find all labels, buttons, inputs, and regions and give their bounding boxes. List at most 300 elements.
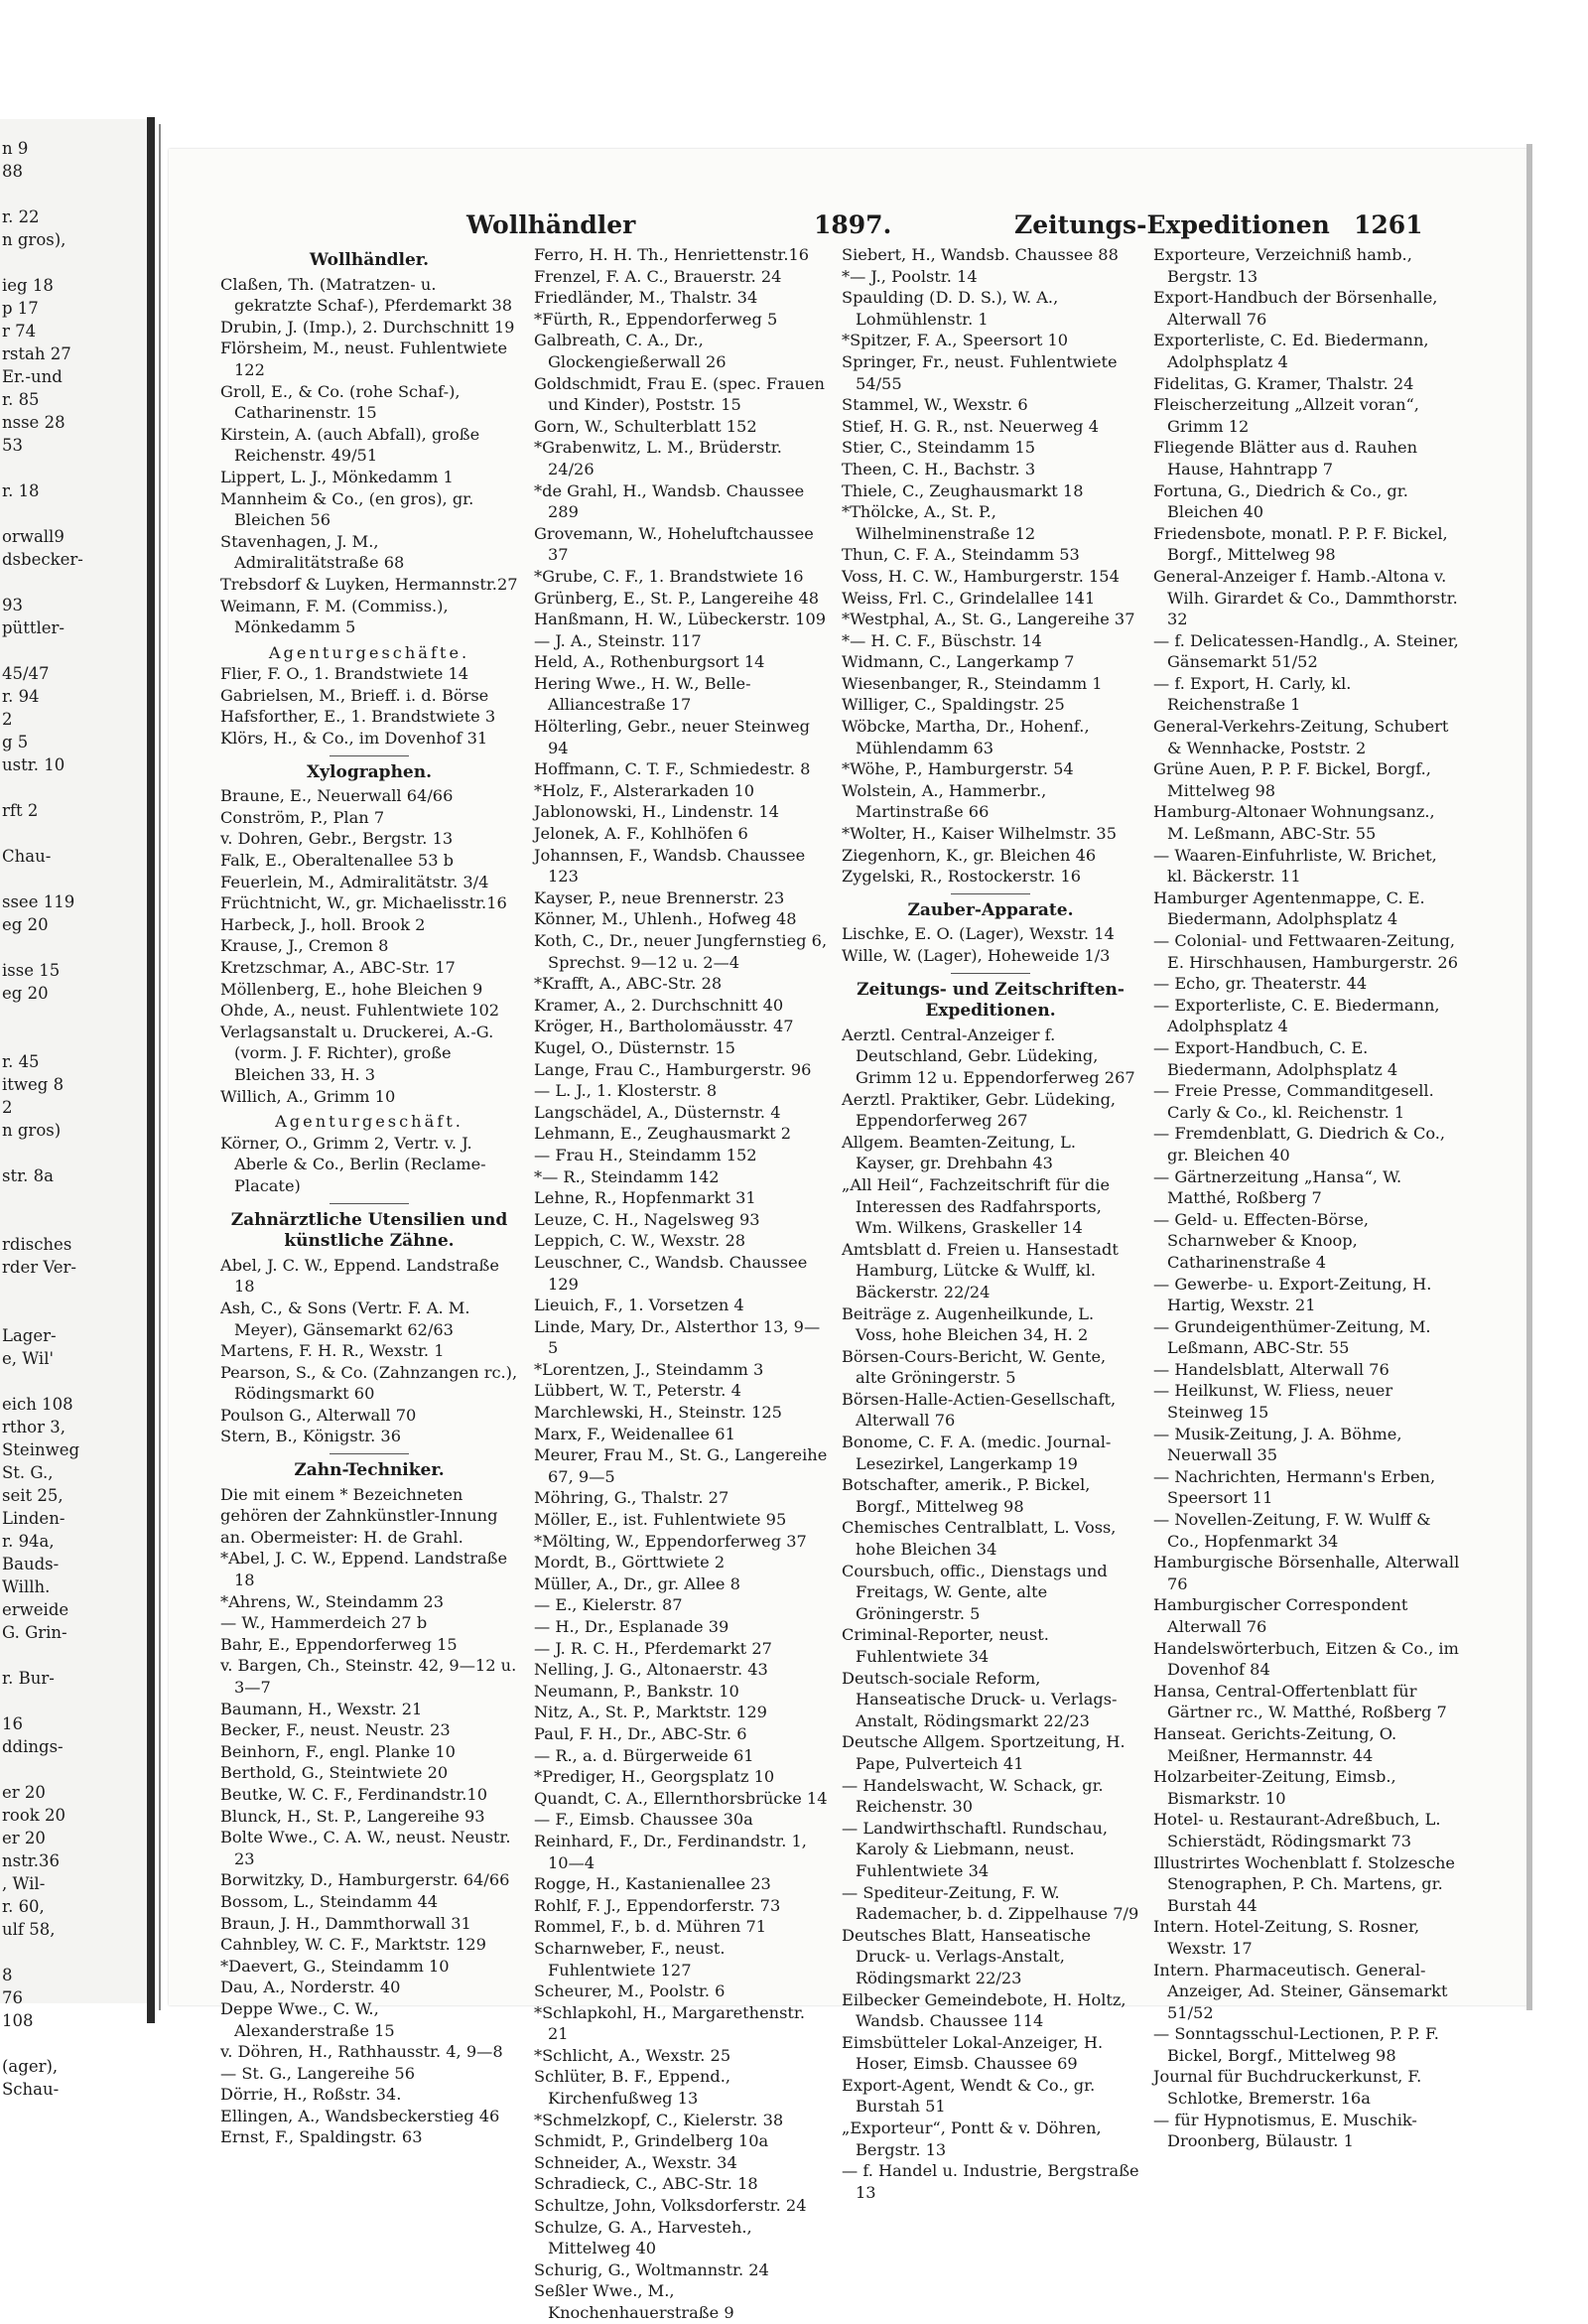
directory-entry: General-Verkehrs-Zeitung, Schubert & Wennhacke, Poststr. 2 bbox=[1153, 717, 1449, 757]
directory-entry: Hanseat. Gerichts-Zeitung, O. Meißner, Hermannstr. 44 bbox=[1153, 1723, 1397, 1765]
prev-page-fragment: seit 25, bbox=[2, 1486, 64, 1505]
directory-entry: Stavenhagen, J. M., Admiralitätstraße 68 bbox=[220, 531, 405, 573]
directory-entry: Aerztl. Praktiker, Gebr. Lüdeking, Eppendorferweg 267 bbox=[842, 1089, 1117, 1131]
prev-page-fragment bbox=[0, 639, 149, 662]
directory-entry: Hotel- u. Restaurant-Adreßbuch, L. Schierstädt, Rödingsmarkt 73 bbox=[1153, 1810, 1441, 1850]
directory-entry: Export-Handbuch der Börsenhalle, Alterwall 76 bbox=[1153, 288, 1438, 329]
directory-entry: *Wolter, H., Kaiser Wilhelmstr. 35 bbox=[842, 824, 1118, 844]
prev-page-fragment bbox=[0, 822, 149, 845]
directory-entry: Frenzel, F. A. C., Brauerstr. 24 bbox=[534, 266, 782, 286]
previous-page-edge bbox=[0, 119, 149, 2099]
directory-entry: Falk, E., Oberaltenallee 53 b bbox=[220, 851, 455, 871]
prev-page-fragment: rstah 27 bbox=[2, 344, 71, 363]
directory-entry: Bonome, C. F. A. (medic. Journal-Lesezirkel, Langerkamp 19 bbox=[842, 1433, 1112, 1473]
directory-entry: — Musik-Zeitung, J. A. Böhme, Neuerwall 35 bbox=[1153, 1424, 1402, 1465]
directory-entry: *Holz, F., Alsterarkaden 10 bbox=[534, 780, 755, 800]
directory-entry: Siebert, H., Wandsb. Chaussee 88 bbox=[842, 245, 1119, 264]
directory-entry: *Ahrens, W., Steindamm 23 bbox=[220, 1591, 445, 1611]
prev-page-fragment: nsse 28 bbox=[2, 413, 66, 432]
directory-entry: — Heilkunst, W. Fliess, neuer Steinweg 15 bbox=[1153, 1381, 1393, 1423]
running-header bbox=[218, 210, 1528, 248]
directory-entry: Dau, A., Norderstr. 40 bbox=[220, 1978, 401, 1997]
prev-page-fragment: n 9 bbox=[2, 139, 29, 158]
directory-entry: Langschädel, A., Düsternstr. 4 bbox=[534, 1102, 781, 1122]
prev-page-fragment bbox=[0, 1005, 149, 1027]
section-heading: Zauber-Apparate. bbox=[907, 899, 1074, 920]
directory-entry: Deutsche Allgem. Sportzeitung, H. Pape, Pulverteich 41 bbox=[842, 1732, 1125, 1773]
directory-entry: *Daevert, G., Steindamm 10 bbox=[220, 1956, 450, 1976]
directory-entry: — Frau H., Steindamm 152 bbox=[534, 1145, 757, 1164]
directory-entry: Chemisches Centralblatt, L. Voss, hohe Bleichen 34 bbox=[842, 1518, 1117, 1560]
directory-entry: Becker, F., neust. Neustr. 23 bbox=[220, 1720, 451, 1740]
prev-page-fragment: p 17 bbox=[2, 299, 39, 318]
subsection-heading: Agenturgeschäfte. bbox=[268, 642, 470, 662]
directory-entry: Journal für Buchdruckerkunst, F. Schlotke, Bremerstr. 16a bbox=[1153, 2067, 1422, 2109]
directory-entry: Schlüter, B. F., Eppend., Kirchenfußweg 13 bbox=[534, 2067, 731, 2109]
prev-page-fragment: ddings- bbox=[2, 1737, 64, 1756]
directory-entry: Grüne Auen, P. P. F. Bickel, Borgf., Mittelweg 98 bbox=[1153, 759, 1431, 800]
directory-entry: Krause, J., Cremon 8 bbox=[220, 936, 389, 956]
directory-entry: Deppe Wwe., C. W., Alexanderstraße 15 bbox=[220, 1998, 395, 2040]
directory-entry: Goldschmidt, Frau E. (spec. Frauen und Kinder), Poststr. 15 bbox=[534, 373, 825, 415]
prev-page-fragment: rthor 3, bbox=[2, 1418, 66, 1436]
directory-entry: Trebsdorf & Luyken, Hermannstr.27 bbox=[220, 574, 518, 594]
directory-entry: Hamburgische Börsenhalle, Alterwall 76 bbox=[1153, 1553, 1460, 1593]
directory-entry: Weimann, F. M. (Commiss.), Mönkedamm 5 bbox=[220, 596, 449, 637]
prev-page-fragment bbox=[0, 251, 149, 274]
directory-entry: — Freie Presse, Commanditgesell. Carly & Co., kl. Reichenstr. 1 bbox=[1153, 1081, 1434, 1122]
prev-page-fragment: g 5 bbox=[2, 733, 29, 752]
directory-entry: — Export-Handbuch, C. E. Biedermann, Adolphsplatz 4 bbox=[1153, 1037, 1398, 1079]
directory-entry: Lübbert, W. T., Peterstr. 4 bbox=[534, 1381, 741, 1401]
directory-entry: Claßen, Th. (Matratzen- u. gekratzte Schaf-), Pferdemarkt 38 bbox=[220, 274, 513, 316]
prev-page-fragment bbox=[0, 571, 149, 594]
prev-page-fragment: erweide bbox=[2, 1600, 69, 1619]
directory-entry: Schneider, A., Wexstr. 34 bbox=[534, 2152, 737, 2172]
header-left-title: Wollhändler bbox=[466, 210, 636, 239]
directory-entry: Müller, A., Dr., gr. Allee 8 bbox=[534, 1573, 740, 1593]
prev-page-fragment: r. 18 bbox=[2, 481, 40, 500]
prev-page-fragment: Linden- bbox=[2, 1509, 66, 1528]
section-heading: Zeitungs- und Zeitschriften-Expeditionen. bbox=[857, 979, 1125, 1022]
prev-page-fragment: str. 8a bbox=[2, 1166, 54, 1185]
directory-entry: Amtsblatt d. Freien u. Hansestadt Hamburg, Lütcke & Wulff, kl. Bäckerstr. 22/24 bbox=[842, 1239, 1119, 1301]
page-number: 1261 bbox=[1354, 210, 1423, 239]
prev-page-fragment: eich 108 bbox=[2, 1395, 73, 1414]
directory-entry: — Fremdenblatt, G. Diedrich & Co., gr. Bleichen 40 bbox=[1153, 1124, 1446, 1164]
directory-entry: Criminal-Reporter, neust. Fuhlentwiete 34 bbox=[842, 1625, 1049, 1666]
directory-entry: Stief, H. G. R., nst. Neuerweg 4 bbox=[842, 416, 1099, 436]
directory-entry: — J. A., Steinstr. 117 bbox=[534, 630, 702, 650]
directory-entry: Leppich, C. W., Wexstr. 28 bbox=[534, 1231, 746, 1251]
prev-page-fragment: e, Wil' bbox=[2, 1349, 55, 1368]
directory-entry: Jablonowski, H., Lindenstr. 14 bbox=[534, 802, 779, 822]
directory-entry: Johannsen, F., Wandsb. Chaussee 123 bbox=[534, 845, 806, 887]
directory-entry: Könner, M., Uhlenh., Hofweg 48 bbox=[534, 909, 797, 929]
directory-entry: *Spitzer, F. A., Speersort 10 bbox=[842, 331, 1069, 350]
directory-entry: Deutsch-sociale Reform, Hanseatische Druck- u. Verlags-Anstalt, Rödingsmarkt 22/23 bbox=[842, 1668, 1118, 1730]
directory-entry: Drubin, J. (Imp.), 2. Durchschnitt 19 bbox=[220, 317, 515, 337]
prev-page-fragment: r. 94a, bbox=[2, 1532, 55, 1551]
directory-entry: Intern. Hotel-Zeitung, S. Rosner, Wexstr. 17 bbox=[1153, 1917, 1420, 1958]
directory-entry: Weiss, Frl. C., Grindelallee 141 bbox=[842, 588, 1096, 608]
section-divider bbox=[951, 973, 1030, 974]
directory-entry: — f. Handel u. Industrie, Bergstraße 13 bbox=[842, 2161, 1139, 2202]
prev-page-fragment: eg 20 bbox=[2, 984, 49, 1003]
prev-page-fragment: n gros) bbox=[2, 1121, 62, 1140]
directory-entry: Exporterliste, C. Ed. Biedermann, Adolphsplatz 4 bbox=[1153, 331, 1429, 371]
prev-page-fragment: püttler- bbox=[2, 618, 65, 637]
directory-entry: — St. G., Langereihe 56 bbox=[220, 2063, 416, 2083]
directory-entry: — Gärtnerzeitung „Hansa“, W. Matthé, Roßberg 7 bbox=[1153, 1166, 1402, 1208]
directory-entry: Hamburgischer Correspondent Alterwall 76 bbox=[1153, 1595, 1408, 1636]
directory-entry: — Novellen-Zeitung, F. W. Wulff & Co., Hopfenmarkt 34 bbox=[1153, 1510, 1431, 1551]
prev-page-fragment bbox=[0, 868, 149, 890]
directory-entry: Eilbecker Gemeindebote, H. Holtz, Wandsb. Chaussee 114 bbox=[842, 1989, 1126, 2031]
directory-entry: Holzarbeiter-Zeitung, Eimsb., Bismarkstr. 10 bbox=[1153, 1767, 1396, 1808]
directory-entry: Kirstein, A. (auch Abfall), große Reichenstr. 49/51 bbox=[220, 424, 480, 466]
directory-entry: Allgem. Beamten-Zeitung, L. Kayser, gr. Drehbahn 43 bbox=[842, 1132, 1076, 1173]
directory-entry: Bahr, E., Eppendorferweg 15 bbox=[220, 1634, 458, 1654]
prev-page-fragment: 16 bbox=[2, 1714, 23, 1733]
directory-entry: — E., Kielerstr. 87 bbox=[534, 1595, 683, 1615]
prev-page-fragment: r. 45 bbox=[2, 1052, 40, 1071]
directory-entry: Grovemann, W., Hoheluftchaussee 37 bbox=[534, 523, 814, 565]
directory-entry: Ellingen, A., Wandsbeckerstieg 46 bbox=[220, 2106, 500, 2125]
directory-entry: Cahnbley, W. C. F., Marktstr. 129 bbox=[220, 1935, 486, 1955]
directory-entry: *Lorentzen, J., Steindamm 3 bbox=[534, 1359, 764, 1379]
directory-entry: Feuerlein, M., Admiralitätstr. 3/4 bbox=[220, 872, 489, 891]
directory-entry: Hölterling, Gebr., neuer Steinweg 94 bbox=[534, 717, 811, 757]
directory-entry: Börsen-Halle-Actien-Gesellschaft, Alterwall 76 bbox=[842, 1389, 1117, 1431]
directory-entry: *Grabenwitz, L. M., Brüderstr. 24/26 bbox=[534, 438, 782, 478]
prev-page-fragment bbox=[0, 776, 149, 799]
prev-page-fragment: 45/47 bbox=[2, 664, 50, 683]
prev-page-fragment: r. 85 bbox=[2, 390, 40, 409]
directory-entry: Leuschner, C., Wandsb. Chaussee 129 bbox=[534, 1252, 808, 1294]
directory-entry: Hafsforther, E., 1. Brandstwiete 3 bbox=[220, 707, 496, 727]
prev-page-fragment bbox=[0, 1690, 149, 1712]
prev-page-fragment bbox=[0, 1027, 149, 1050]
directory-entry: „Exporteur“, Pontt & v. Döhren, Bergstr. 13 bbox=[842, 2119, 1102, 2159]
directory-entry: Nitz, A., St. P., Marktstr. 129 bbox=[534, 1703, 767, 1722]
prev-page-fragment: er 20 bbox=[2, 1783, 46, 1802]
directory-entry: Seßler Wwe., M., Knochenhauerstraße 9 bbox=[534, 2281, 734, 2322]
directory-entry: — Sonntagsschul-Lectionen, P. P. F. Bickel, Borgf., Mittelweg 98 bbox=[1153, 2024, 1439, 2065]
prev-page-fragment bbox=[0, 1187, 149, 1210]
directory-entry: Thiele, C., Zeughausmarkt 18 bbox=[842, 480, 1084, 500]
directory-entry: Mordt, B., Görttwiete 2 bbox=[534, 1553, 726, 1572]
directory-entry: Jelonek, A. F., Kohlhöfen 6 bbox=[534, 824, 748, 844]
directory-entry: Friedländer, M., Thalstr. 34 bbox=[534, 288, 758, 308]
directory-entry: — Gewerbe- u. Export-Zeitung, H. Hartig, Wexstr. 21 bbox=[1153, 1274, 1432, 1315]
prev-page-fragment: 108 bbox=[2, 2011, 34, 2030]
directory-entry: Hansa, Central-Offertenblatt für Gärtner rc., W. Matthé, Roßberg 7 bbox=[1153, 1681, 1447, 1722]
directory-entry: — J. R. C. H., Pferdemarkt 27 bbox=[534, 1638, 772, 1658]
prev-page-fragment: 53 bbox=[2, 436, 23, 455]
subsection-heading: Agenturgeschäft. bbox=[275, 1112, 463, 1132]
prev-page-fragment bbox=[0, 1301, 149, 1324]
directory-entry: *Grube, C. F., 1. Brandstwiete 16 bbox=[534, 566, 804, 586]
section-heading: Xylographen. bbox=[306, 761, 433, 782]
prev-page-fragment: (ager), bbox=[2, 2057, 59, 2076]
prev-page-fragment bbox=[0, 1279, 149, 1301]
directory-entry: Schmidt, P., Grindelberg 10a bbox=[534, 2131, 769, 2151]
directory-entry: v. Bargen, Ch., Steinstr. 42, 9—12 u. 3—7 bbox=[220, 1656, 517, 1697]
prev-page-fragment: itweg 8 bbox=[2, 1075, 65, 1094]
directory-entry: *Schlapkohl, H., Margarethenstr. 21 bbox=[534, 2002, 806, 2044]
page-edge bbox=[1526, 144, 1532, 2010]
prev-page-fragment: 88 bbox=[2, 162, 23, 181]
prev-page-fragment: r 74 bbox=[2, 322, 37, 341]
directory-entry: Fliegende Blätter aus d. Rauhen Hause, Hahntrapp 7 bbox=[1153, 438, 1418, 478]
column-4 bbox=[1153, 244, 1461, 2152]
directory-entry: Borwitzky, D., Hamburgerstr. 64/66 bbox=[220, 1870, 510, 1890]
directory-entry: Nelling, J. G., Altonaerstr. 43 bbox=[534, 1660, 768, 1680]
prev-page-fragment bbox=[0, 936, 149, 959]
directory-entry: Mannheim & Co., (en gros), gr. Bleichen 56 bbox=[220, 488, 474, 530]
section-divider bbox=[330, 755, 409, 756]
directory-entry: General-Anzeiger f. Hamb.-Altona v. Wilh. Girardet & Co., Dammthorstr. 32 bbox=[1153, 566, 1458, 629]
directory-entry: Kugel, O., Düsternstr. 15 bbox=[534, 1037, 735, 1057]
directory-entry: Hoffmann, C. T. F., Schmiedestr. 8 bbox=[534, 759, 811, 779]
directory-entry: Wille, W. (Lager), Hoheweide 1/3 bbox=[842, 946, 1111, 965]
prev-page-fragment: r. 94 bbox=[2, 687, 40, 706]
prev-page-fragment: Willh. bbox=[2, 1577, 51, 1596]
directory-entry: — Geld- u. Effecten-Börse, Scharnweber & Knoop, Catharinenstraße 4 bbox=[1153, 1209, 1370, 1272]
directory-entry: Conström, P., Plan 7 bbox=[220, 807, 385, 827]
directory-entry: — Spediteur-Zeitung, F. W. Rademacher, b. d. Zippelhause 7/9 bbox=[842, 1882, 1139, 1924]
directory-entry: Möhring, G., Thalstr. 27 bbox=[534, 1488, 729, 1508]
directory-entry: Ferro, H. H. Th., Henriettenstr.16 bbox=[534, 245, 810, 264]
prev-page-fragment: Bauds- bbox=[2, 1555, 60, 1573]
directory-entry: Rogge, H., Kastanienallee 23 bbox=[534, 1874, 771, 1894]
directory-entry: Export-Agent, Wendt & Co., gr. Burstah 51 bbox=[842, 2075, 1096, 2117]
directory-entry: Exporteure, Verzeichniß hamb., Bergstr. 13 bbox=[1153, 245, 1412, 286]
directory-entry: Fleischerzeitung „Allzeit voran“, Grimm 12 bbox=[1153, 395, 1419, 436]
prev-page-fragment: Steinweg bbox=[2, 1440, 80, 1459]
directory-entry: Börsen-Cours-Bericht, W. Gente, alte Gröningerstr. 5 bbox=[842, 1346, 1107, 1388]
prev-page-fragment bbox=[0, 1210, 149, 1233]
prev-page-fragment: ieg 18 bbox=[2, 276, 54, 295]
directory-entry: Gabrielsen, M., Brieff. i. d. Börse bbox=[220, 685, 489, 705]
directory-entry: Scharnweber, F., neust. Fuhlentwiete 127 bbox=[534, 1938, 726, 1980]
prev-page-fragment: 93 bbox=[2, 596, 23, 615]
directory-entry: Lehmann, E., Zeughausmarkt 2 bbox=[534, 1124, 792, 1144]
directory-entry: *Schlicht, A., Wexstr. 25 bbox=[534, 2045, 731, 2065]
directory-entry: Möllenberg, E., hohe Bleichen 9 bbox=[220, 979, 483, 999]
directory-entry: *Westphal, A., St. G., Langereihe 37 bbox=[842, 610, 1135, 629]
prev-page-fragment: r. Bur- bbox=[2, 1669, 55, 1688]
directory-entry: Springer, Fr., neust. Fuhlentwiete 54/55 bbox=[842, 351, 1118, 393]
directory-entry: Möller, E., ist. Fuhlentwiete 95 bbox=[534, 1510, 787, 1530]
section-heading: Wollhändler. bbox=[309, 250, 430, 270]
directory-entry: Hanßmann, H. W., Lübeckerstr. 109 bbox=[534, 610, 827, 629]
directory-entry: v. Döhren, H., Rathhausstr. 4, 9—8 bbox=[220, 2042, 503, 2062]
directory-entry: — W., Hammerdeich 27 b bbox=[220, 1613, 428, 1633]
directory-entry: Thun, C. F. A., Steindamm 53 bbox=[842, 545, 1080, 565]
prev-page-fragment: Chau- bbox=[2, 847, 52, 866]
prev-page-fragment: Schau- bbox=[2, 2080, 60, 2099]
directory-entry: Lippert, L. J., Mönkedamm 1 bbox=[220, 467, 454, 486]
directory-entry: — Nachrichten, Hermann's Erben, Speersort 11 bbox=[1153, 1466, 1436, 1508]
directory-entry: Bolte Wwe., C. A. W., neust. Neustr. 23 bbox=[220, 1828, 511, 1868]
directory-entry: *Prediger, H., Georgsplatz 10 bbox=[534, 1767, 775, 1787]
directory-entry: Lehne, R., Hopfenmarkt 31 bbox=[534, 1188, 756, 1208]
header-year: 1897. bbox=[814, 210, 892, 239]
directory-entry: — R., a. d. Bürgerweide 61 bbox=[534, 1745, 754, 1765]
directory-entry: Fortuna, G., Diedrich & Co., gr. Bleichen 40 bbox=[1153, 480, 1408, 522]
prev-page-fragment: rook 20 bbox=[2, 1806, 66, 1825]
directory-entry: Lischke, E. O. (Lager), Wexstr. 14 bbox=[842, 924, 1115, 944]
directory-entry: — Handelswacht, W. Schack, gr. Reichenstr. 30 bbox=[842, 1775, 1104, 1817]
directory-entry: Beiträge z. Augenheilkunde, L. Voss, hohe Bleichen 34, H. 2 bbox=[842, 1303, 1095, 1345]
prev-page-fragment: isse 15 bbox=[2, 961, 61, 980]
directory-entry: Ohde, A., neust. Fuhlentwiete 102 bbox=[220, 1001, 500, 1021]
directory-entry: Neumann, P., Bankstr. 10 bbox=[534, 1681, 739, 1701]
column-2 bbox=[534, 244, 830, 2324]
directory-entry: *Schmelzkopf, C., Kielerstr. 38 bbox=[534, 2110, 784, 2129]
prev-page-fragment bbox=[0, 1758, 149, 1781]
directory-entry: Schurig, G., Woltmannstr. 24 bbox=[534, 2259, 769, 2279]
prev-page-fragment: r. 60, bbox=[2, 1897, 45, 1916]
directory-entry: Kayser, P., neue Brennerstr. 23 bbox=[534, 888, 785, 907]
directory-entry: Blunck, H., St. P., Langereihe 93 bbox=[220, 1806, 485, 1826]
prev-page-fragment: nstr.36 bbox=[2, 1851, 61, 1870]
directory-entry: Bossom, L., Steindamm 44 bbox=[220, 1891, 439, 1911]
directory-entry: Meurer, Frau M., St. G., Langereihe 67, 9—5 bbox=[534, 1445, 828, 1486]
column-3 bbox=[842, 244, 1139, 2203]
directory-entry: Harbeck, J., holl. Brook 2 bbox=[220, 914, 426, 934]
directory-entry: Handelswörterbuch, Eitzen & Co., im Dovenhof 84 bbox=[1153, 1638, 1459, 1680]
directory-entry: — Exporterliste, C. E. Biedermann, Adolphsplatz 4 bbox=[1153, 995, 1440, 1036]
directory-entry: Ash, C., & Sons (Vertr. F. A. M. Meyer), Gänsemarkt 62/63 bbox=[220, 1298, 470, 1339]
directory-entry: Wöbcke, Martha, Dr., Hohenf., Mühlendamm 63 bbox=[842, 717, 1090, 757]
prev-page-fragment: Er.-und bbox=[2, 367, 63, 386]
prev-page-fragment: St. G., bbox=[2, 1463, 54, 1482]
prev-page-fragment: dsbecker- bbox=[2, 550, 83, 569]
directory-entry: Rommel, F., b. d. Mühren 71 bbox=[534, 1917, 767, 1937]
directory-entry: — Waaren-Einfuhrliste, W. Brichet, kl. Bäckerstr. 11 bbox=[1153, 845, 1437, 887]
prev-page-fragment: n gros), bbox=[2, 230, 66, 249]
directory-entry: Beutke, W. C. F., Ferdinandstr.10 bbox=[220, 1784, 488, 1804]
directory-entry: Klörs, H., & Co., im Dovenhof 31 bbox=[220, 729, 488, 749]
directory-entry: v. Dohren, Gebr., Bergstr. 13 bbox=[220, 829, 454, 849]
directory-entry: Intern. Pharmaceutisch. General-Anzeiger, Ad. Steiner, Gänsemarkt 51/52 bbox=[1153, 1960, 1448, 2022]
directory-entry: Poulson G., Alterwall 70 bbox=[220, 1405, 417, 1425]
directory-entry: Hering Wwe., H. W., Belle-Alliancestraße 17 bbox=[534, 673, 751, 715]
directory-entry: *Krafft, A., ABC-Str. 28 bbox=[534, 974, 723, 994]
directory-entry: Scheurer, M., Poolstr. 6 bbox=[534, 1982, 726, 2001]
directory-entry: — für Hypnotismus, E. Muschik-Droonberg, Bülaustr. 1 bbox=[1153, 2110, 1417, 2151]
directory-entry: Pearson, S., & Co. (Zahnzangen rc.), Rödingsmarkt 60 bbox=[220, 1362, 518, 1404]
directory-entry: Wiesenbanger, R., Steindamm 1 bbox=[842, 673, 1103, 693]
directory-entry: Braune, E., Neuerwall 64/66 bbox=[220, 786, 454, 806]
directory-entry: — Grundeigenthümer-Zeitung, M. Leßmann, ABC-Str. 55 bbox=[1153, 1316, 1431, 1358]
prev-page-fragment bbox=[0, 1142, 149, 1164]
prev-page-fragment: 2 bbox=[2, 1098, 13, 1117]
section-heading: Zahnärztliche Utensilien und künstliche Zähne. bbox=[230, 1209, 508, 1252]
prev-page-fragment: Lager- bbox=[2, 1326, 57, 1345]
directory-entry: Galbreath, C. A., Dr., Glockengießerwall 26 bbox=[534, 331, 727, 371]
directory-entry: *Thölcke, A., St. P., Wilhelminenstraße 12 bbox=[842, 502, 1036, 543]
directory-entry: Held, A., Rothenburgsort 14 bbox=[534, 652, 765, 672]
directory-entry: Lieuich, F., 1. Vorsetzen 4 bbox=[534, 1296, 744, 1315]
directory-entry: — Landwirthschaftl. Rundschau, Karoly & Liebmann, neust. Fuhlentwiete 34 bbox=[842, 1818, 1109, 1880]
book-gutter-shadow bbox=[159, 124, 161, 2010]
directory-entry: Voss, H. C. W., Hamburgerstr. 154 bbox=[842, 566, 1120, 586]
directory-entry: Hamburg-Altonaer Wohnungsanz., M. Leßmann, ABC-Str. 55 bbox=[1153, 802, 1435, 844]
directory-entry: Leuze, C. H., Nagelsweg 93 bbox=[534, 1209, 760, 1229]
prev-page-fragment: eg 20 bbox=[2, 915, 49, 934]
prev-page-fragment bbox=[0, 457, 149, 479]
prev-page-fragment: ustr. 10 bbox=[2, 755, 66, 774]
directory-entry: — f. Export, H. Carly, kl. Reichenstraße 1 bbox=[1153, 673, 1352, 715]
prev-page-fragment bbox=[0, 1644, 149, 1667]
prev-page-fragment: er 20 bbox=[2, 1829, 46, 1847]
prev-page-fragment: orwall9 bbox=[2, 527, 65, 546]
directory-entry: Baumann, H., Wexstr. 21 bbox=[220, 1699, 423, 1718]
book-gutter bbox=[147, 117, 155, 2023]
directory-entry: *— R., Steindamm 142 bbox=[534, 1166, 720, 1186]
directory-entry: Illustrirtes Wochenblatt f. Stolzesche Stenographen, P. Ch. Martens, gr. Burstah 44 bbox=[1153, 1852, 1456, 1915]
directory-entry: Schradieck, C., ABC-Str. 18 bbox=[534, 2174, 758, 2194]
directory-entry: Groll, E., & Co. (rohe Schaf-), Catharinenstr. 15 bbox=[220, 381, 461, 423]
header-right-title: Zeitungs-Expeditionen bbox=[1014, 210, 1330, 239]
directory-entry: Hamburger Agentenmappe, C. E. Biedermann, Adolphsplatz 4 bbox=[1153, 888, 1425, 929]
directory-entry: Ziegenhorn, K., gr. Bleichen 46 bbox=[842, 845, 1097, 865]
prev-page-fragment: 8 bbox=[2, 1966, 13, 1984]
section-note: Die mit einem * Bezeichneten gehören der Zahnkünstler-Innung an. Obermeister: H. de Grahl. bbox=[220, 1484, 498, 1547]
directory-entry: Friedensbote, monatl. P. P. F. Bickel, Borgf., Mittelweg 98 bbox=[1153, 523, 1448, 565]
prev-page-fragment: , Wil- bbox=[2, 1874, 46, 1893]
directory-entry: Schultze, John, Volksdorferstr. 24 bbox=[534, 2196, 807, 2216]
directory-entry: Theen, C. H., Bachstr. 3 bbox=[842, 459, 1036, 478]
directory-entry: Spaulding (D. D. S.), W. A., Lohmühlenstr. 1 bbox=[842, 288, 1059, 329]
directory-entry: *Mölting, W., Eppendorferweg 37 bbox=[534, 1531, 807, 1551]
prev-page-fragment bbox=[0, 183, 149, 205]
prev-page-fragment bbox=[0, 2032, 149, 2055]
prev-page-fragment: 2 bbox=[2, 710, 13, 729]
directory-entry: Verlagsanstalt u. Druckerei, A.-G. (vorm. J. F. Richter), große Bleichen 33, H. 3 bbox=[220, 1022, 494, 1084]
directory-entry: Reinhard, F., Dr., Ferdinandstr. 1, 10—4 bbox=[534, 1831, 807, 1872]
directory-entry: Deutsches Blatt, Hanseatische Druck- u. Verlags-Anstalt, Rödingsmarkt 22/23 bbox=[842, 1925, 1092, 1987]
directory-entry: Marx, F., Weidenallee 61 bbox=[534, 1424, 735, 1443]
directory-entry: Rohlf, F. J., Eppendorferstr. 73 bbox=[534, 1895, 781, 1915]
directory-entry: — Echo, gr. Theaterstr. 44 bbox=[1153, 974, 1368, 994]
column-1 bbox=[220, 244, 518, 2148]
directory-entry: Lange, Frau C., Hamburgerstr. 96 bbox=[534, 1059, 812, 1079]
directory-entry: — f. Delicatessen-Handlg., A. Steiner, Gänsemarkt 51/52 bbox=[1153, 630, 1459, 672]
directory-entry: Wolstein, A., Hammerbr., Martinstraße 66 bbox=[842, 780, 1047, 822]
directory-entry: Martens, F. H. R., Wexstr. 1 bbox=[220, 1341, 445, 1361]
directory-entry: Braun, J. H., Dammthorwall 31 bbox=[220, 1913, 471, 1933]
directory-entry: Aerztl. Central-Anzeiger f. Deutschland, Gebr. Lüdeking, Grimm 12 u. Eppendorferweg 267 bbox=[842, 1025, 1135, 1087]
directory-entry: Stier, C., Steindamm 15 bbox=[842, 438, 1036, 458]
directory-entry: Körner, O., Grimm 2, Vertr. v. J. Aberle & Co., Berlin (Reclame-Placate) bbox=[220, 1133, 486, 1195]
directory-entry: Kramer, A., 2. Durchschnitt 40 bbox=[534, 995, 784, 1015]
section-divider bbox=[951, 893, 1030, 894]
directory-entry: *Abel, J. C. W., Eppend. Landstraße 18 bbox=[220, 1549, 508, 1590]
directory-entry: Coursbuch, offic., Dienstags und Freitags, W. Gente, alte Gröningerstr. 5 bbox=[842, 1561, 1108, 1623]
directory-entry: — Handelsblatt, Alterwall 76 bbox=[1153, 1359, 1390, 1379]
directory-entry: Zygelski, R., Rostockerstr. 16 bbox=[842, 867, 1082, 887]
prev-page-fragment bbox=[0, 1370, 149, 1393]
directory-entry: *de Grahl, H., Wandsb. Chaussee 289 bbox=[534, 480, 805, 522]
directory-entry: Eimsbütteler Lokal-Anzeiger, H. Hoser, Eimsb. Chaussee 69 bbox=[842, 2032, 1104, 2074]
prev-page-fragment bbox=[0, 1941, 149, 1964]
directory-entry: Früchtnicht, W., gr. Michaelisstr.16 bbox=[220, 893, 507, 913]
